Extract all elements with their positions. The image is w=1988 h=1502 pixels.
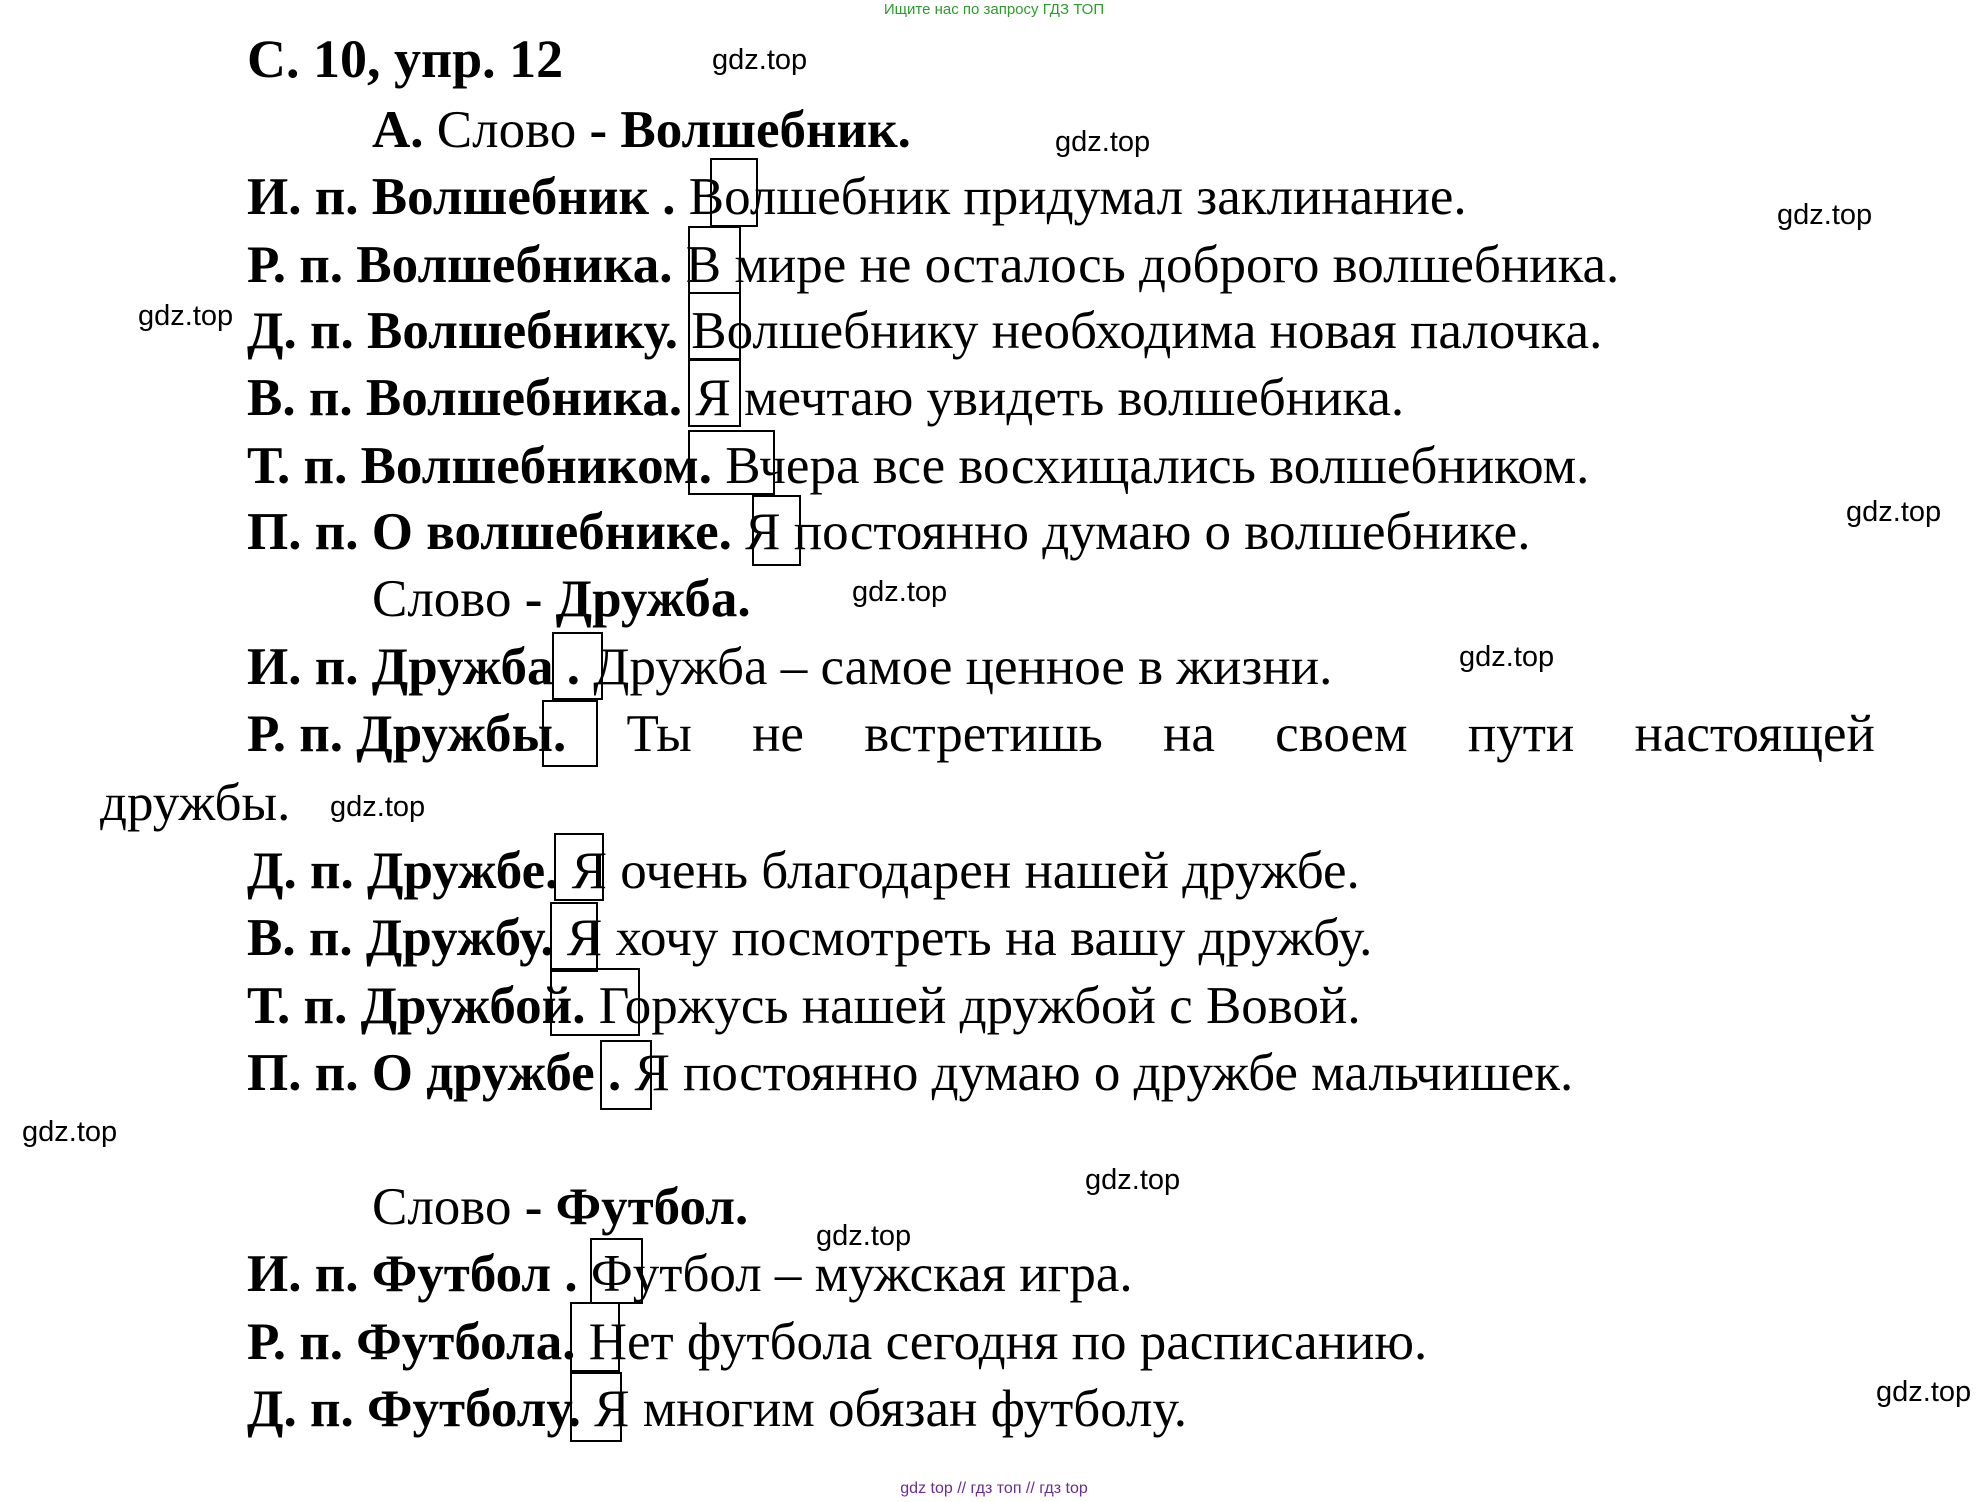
watermark: gdz.top — [1085, 1164, 1181, 1196]
watermark: gdz.top — [1876, 1376, 1972, 1408]
ending-box — [570, 1302, 620, 1372]
ending-box — [590, 1238, 643, 1304]
case-line: В. п. Волшебника. Я мечтаю увидеть волшебника. — [247, 369, 1405, 427]
ending-box — [688, 292, 741, 360]
ending-box — [688, 430, 775, 495]
ending-box — [752, 495, 801, 566]
ending-box — [688, 226, 741, 294]
word-intro: Слово - Дружба. — [372, 570, 751, 628]
watermark: gdz.top — [330, 791, 426, 823]
case-line: Д. п. Дружбе. Я очень благодарен нашей дружбе. — [247, 842, 1360, 900]
footer-note: gdz top // гдз топ // гдз top — [900, 1480, 1088, 1497]
ending-box — [542, 700, 598, 767]
ending-box — [688, 359, 741, 427]
watermark: gdz.top — [1055, 126, 1151, 158]
case-line: Д. п. Футболу. Я многим обязан футболу. — [247, 1380, 1187, 1438]
ending-box — [552, 632, 603, 700]
watermark: gdz.top — [816, 1220, 912, 1252]
case-line: Р. п. Футбола. Нет футбола сегодня по расписанию. — [247, 1313, 1428, 1371]
case-line: Т. п. Дружбой. Горжусь нашей дружбой с Вовой. — [247, 977, 1361, 1035]
watermark: gdz.top — [712, 44, 808, 76]
case-line: Д. п. Волшебнику. Волшебнику необходима новая палочка. — [247, 302, 1603, 360]
ending-box — [570, 1372, 622, 1442]
exercise-title: С. 10, упр. 12 — [247, 29, 564, 89]
case-line: И. п. Дружба . Дружба – самое ценное в жизни. — [247, 638, 1333, 696]
header-note: Ищите нас по запросу ГДЗ ТОП — [883, 1, 1105, 18]
case-line: Т. п. Волшебником. Вчера все восхищались волшебником. — [247, 437, 1590, 495]
watermark: gdz.top — [22, 1116, 118, 1148]
word-intro: А. Слово - Волшебник. — [372, 101, 911, 159]
case-line: Р. п. Дружбы. Ты не встретишь на своем пути настоящей — [247, 705, 1875, 763]
watermark: gdz.top — [1459, 641, 1555, 673]
watermark: gdz.top — [852, 576, 948, 608]
sentence-continuation: дружбы. — [100, 774, 291, 832]
word-intro: Слово - Футбол. — [372, 1178, 749, 1236]
ending-box — [550, 968, 640, 1036]
watermark: gdz.top — [1777, 199, 1873, 231]
watermark: gdz.top — [138, 300, 234, 332]
case-line: И. п. Футбол . Футбол – мужская игра. — [247, 1245, 1133, 1303]
case-line: П. п. О дружбе . Я постоянно думаю о дружбе мальчишек. — [247, 1044, 1574, 1102]
case-line: П. п. О волшебнике. Я постоянно думаю о волшебнике. — [247, 503, 1531, 561]
ending-box — [710, 158, 758, 227]
ending-box — [554, 833, 604, 901]
ending-box — [550, 902, 598, 972]
case-line: И. п. Волшебник . Волшебник придумал заклинание. — [247, 168, 1467, 226]
case-line: В. п. Дружбу. Я хочу посмотреть на вашу дружбу. — [247, 909, 1373, 967]
ending-box — [600, 1040, 652, 1110]
case-line: Р. п. Волшебника. В мире не осталось доброго волшебника. — [247, 236, 1620, 294]
watermark: gdz.top — [1846, 496, 1942, 528]
